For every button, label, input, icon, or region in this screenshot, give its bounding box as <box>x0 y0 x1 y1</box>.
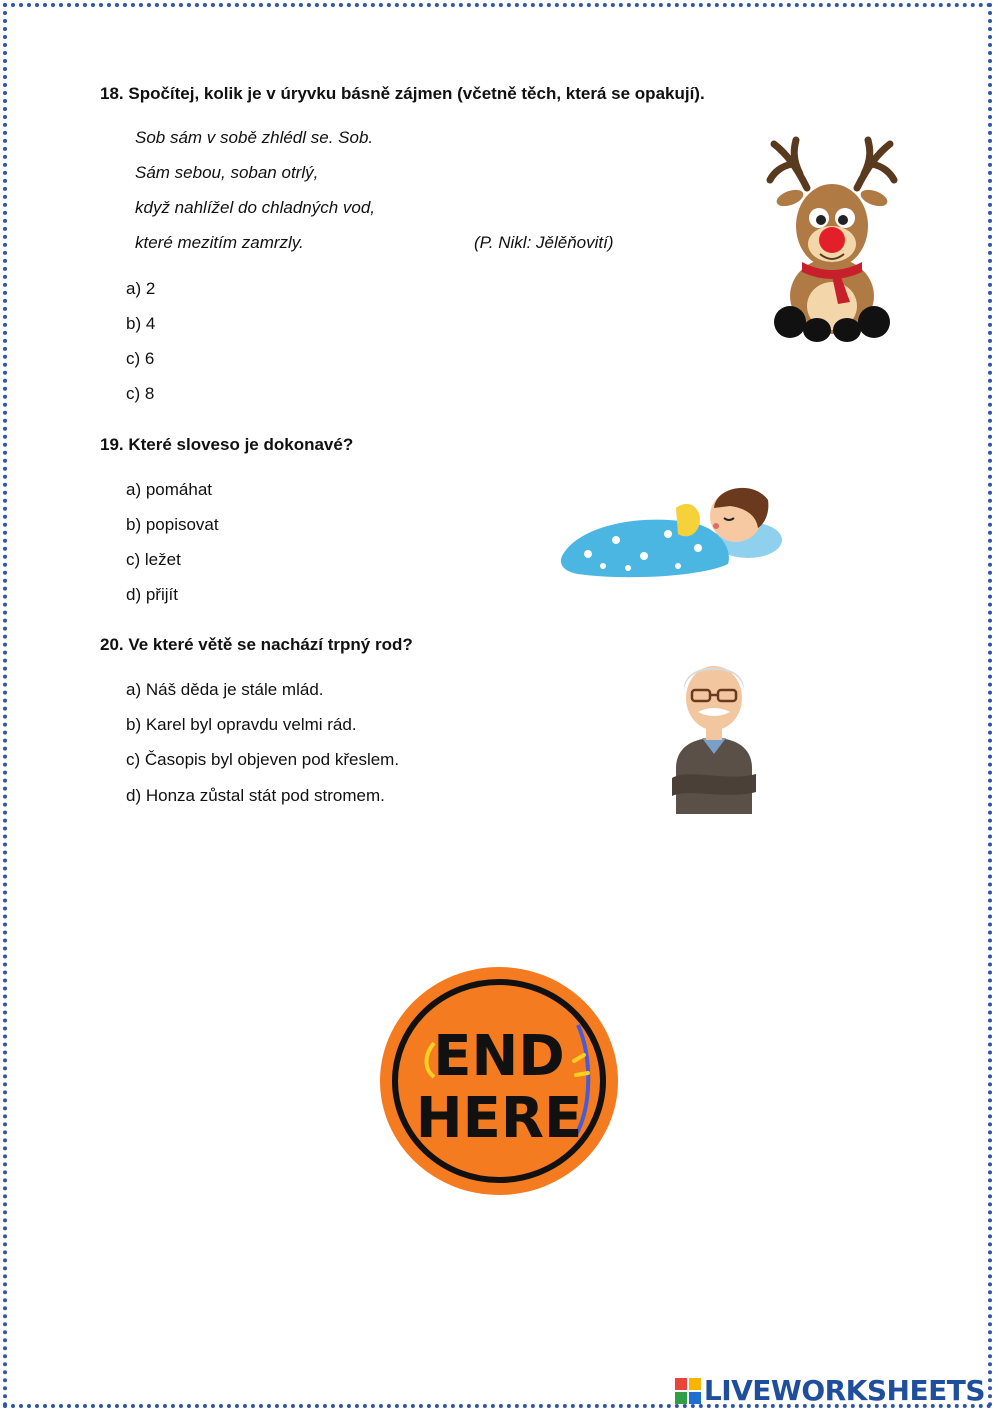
sleeping-boy-icon <box>558 478 788 580</box>
brand-text: LIVEWORKSHEETS <box>703 1374 985 1407</box>
end-badge-line1: END <box>433 1024 565 1089</box>
question-19-title: 19. Které sloveso je dokonavé? <box>100 435 354 454</box>
reindeer-icon <box>762 136 902 346</box>
q18-option-b[interactable]: b) 4 <box>126 314 156 333</box>
question-18-title: 18. Spočítej, kolik je v úryvku básně zájmen (včetně těch, která se opakují). <box>100 84 705 103</box>
end-badge-line2: HERE <box>415 1086 583 1151</box>
q19-option-d[interactable]: d) přijít <box>126 585 178 604</box>
q18-option-d[interactable]: c) 8 <box>126 384 155 403</box>
poem-line-2: Sám sebou, soban otrlý, <box>135 163 319 182</box>
q19-option-a[interactable]: a) pomáhat <box>126 480 212 499</box>
liveworksheets-logo-icon <box>675 1378 701 1404</box>
liveworksheets-brand[interactable] <box>675 1374 985 1407</box>
q20-option-b[interactable]: b) Karel byl opravdu velmi rád. <box>126 715 357 734</box>
q20-option-c[interactable]: c) Časopis byl objeven pod křeslem. <box>126 750 400 769</box>
question-20-title: 20. Ve které větě se nachází trpný rod? <box>100 635 413 654</box>
q18-option-c[interactable]: c) 6 <box>126 349 155 368</box>
poem-source: (P. Nikl: Jělěňovití) <box>474 233 614 252</box>
poem-line-3: když nahlížel do chladných vod, <box>135 198 376 217</box>
poem-line-1: Sob sám v sobě zhlédl se. Sob. <box>135 128 374 147</box>
q20-option-a[interactable]: a) Náš děda je stále mlád. <box>126 680 324 699</box>
q18-option-a[interactable]: a) 2 <box>126 279 156 298</box>
q20-option-d[interactable]: d) Honza zůstal stát pod stromem. <box>126 786 385 805</box>
poem-line-4: které mezitím zamrzly. <box>135 233 304 252</box>
q19-option-b[interactable]: b) popisovat <box>126 515 219 534</box>
q19-option-c[interactable]: c) ležet <box>126 550 181 569</box>
end-here-badge-icon <box>378 965 620 1197</box>
grandfather-icon <box>668 650 760 814</box>
